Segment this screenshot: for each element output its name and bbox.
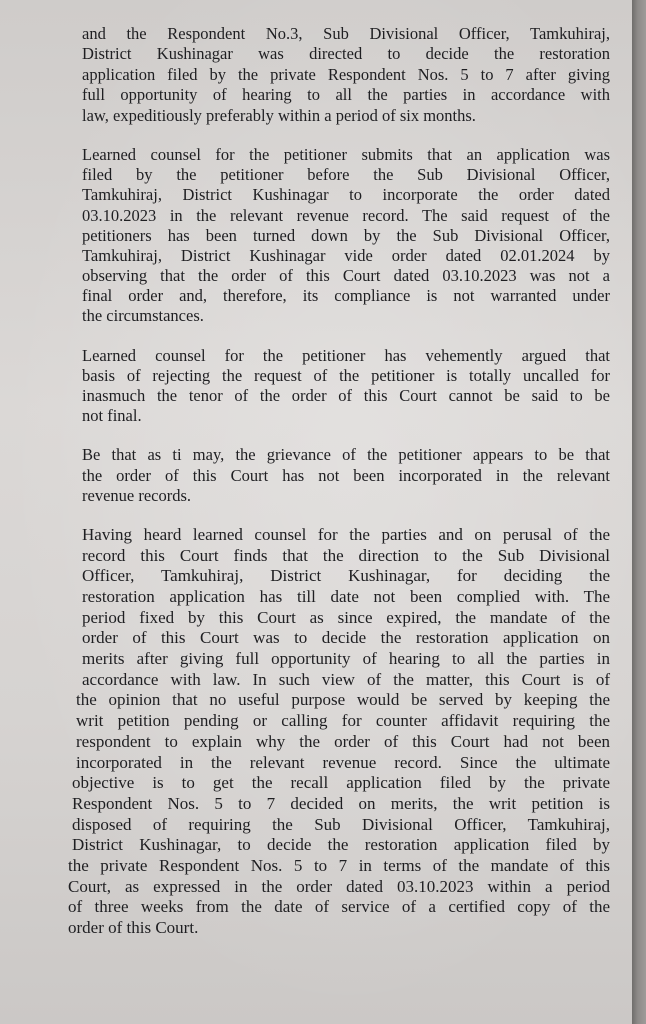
text-line: Learned counsel for the petitioner submits that an application was (82, 144, 610, 164)
text-line: inasmuch the tenor of the order of this Court cannot be said to be (82, 386, 610, 406)
text-line: Officer, Tamkuhiraj, District Kushinagar, for deciding the (82, 566, 610, 586)
paragraph-petitioner-submission (82, 145, 610, 327)
text-line: and the Respondent No.3, Sub Divisional Officer, Tamkuhiraj, (82, 24, 610, 43)
text-line: writ petition pending or calling for counter affidavit requiring the (76, 711, 610, 731)
text-line: restoration application has till date not been complied with. The (82, 587, 610, 607)
text-line: filed by the petitioner before the Sub Divisional Officer, (82, 165, 610, 185)
text-line: revenue records. (82, 485, 192, 505)
text-line: merits after giving full opportunity of hearing to all the parties in (82, 649, 610, 669)
text-line: District Kushinagar, to decide the restoration application filed by (72, 835, 610, 855)
text-line: not final. (82, 406, 142, 426)
paragraph-respondent-direction (82, 24, 610, 126)
paragraph-court-order (68, 524, 610, 939)
text-line: basis of rejecting the request of the petitioner is totally uncalled for (82, 365, 610, 385)
text-line: petitioners has been turned down by the Sub Divisional Officer, (82, 225, 610, 245)
text-line: disposed of requiring the Sub Divisional Officer, Tamkuhiraj, (72, 814, 610, 834)
text-line: accordance with law. In such view of the matter, this Court is of (82, 669, 610, 689)
text-line: full opportunity of hearing to all the parties in accordance with (82, 85, 610, 105)
text-line: incorporated in the relevant revenue record. Since the ultimate (76, 752, 610, 772)
text-line: Learned counsel for the petitioner has vehemently argued that (82, 345, 610, 365)
text-line: objective is to get the recall application filed by the private (72, 773, 610, 793)
page-edge-shadow (632, 0, 646, 1024)
paragraph-petitioner-argument (82, 346, 610, 427)
text-line: final order and, therefore, its compliance is not warranted under (82, 286, 610, 306)
text-line: the opinion that no useful purpose would be served by keeping the (76, 690, 610, 710)
text-line: respondent to explain why the order of this Court had not been (76, 731, 610, 751)
text-line: Tamkuhiraj, District Kushinagar to incorporate the order dated (82, 185, 610, 205)
text-line: the circumstances. (82, 306, 204, 326)
text-line: the order of this Court has not been incorporated in the relevant (82, 465, 610, 485)
text-line: application filed by the private Respondent Nos. 5 to 7 after giving (82, 64, 610, 84)
text-line: record this Court finds that the direction to the Sub Divisional (82, 545, 610, 565)
text-line: the private Respondent Nos. 5 to 7 in terms of the mandate of this (68, 855, 610, 875)
text-line: Having heard learned counsel for the parties and on perusal of the (82, 524, 610, 544)
text-line: period fixed by this Court as since expired, the mandate of the (82, 607, 610, 627)
text-line: District Kushinagar was directed to decide the restoration (82, 44, 610, 64)
text-line: 03.10.2023 in the relevant revenue record. The said request of the (82, 205, 610, 225)
text-line: order of this Court was to decide the restoration application on (82, 628, 610, 648)
text-line: Court, as expressed in the order dated 03.10.2023 within a period (68, 876, 610, 896)
text-line: law, expeditiously preferably within a period of six months. (82, 105, 476, 125)
paragraph-grievance (82, 445, 610, 506)
text-line: of three weeks from the date of service of a certified copy of the (68, 897, 610, 917)
text-line: Respondent Nos. 5 to 7 decided on merits, the writ petition is (72, 793, 610, 813)
text-line: Be that as ti may, the grievance of the petitioner appears to be that (82, 445, 610, 465)
text-line: order of this Court. (68, 918, 199, 938)
judgment-text (68, 24, 610, 958)
text-line: Tamkuhiraj, District Kushinagar vide order dated 02.01.2024 by (82, 245, 610, 265)
text-line: observing that the order of this Court dated 03.10.2023 was not a (82, 266, 610, 286)
